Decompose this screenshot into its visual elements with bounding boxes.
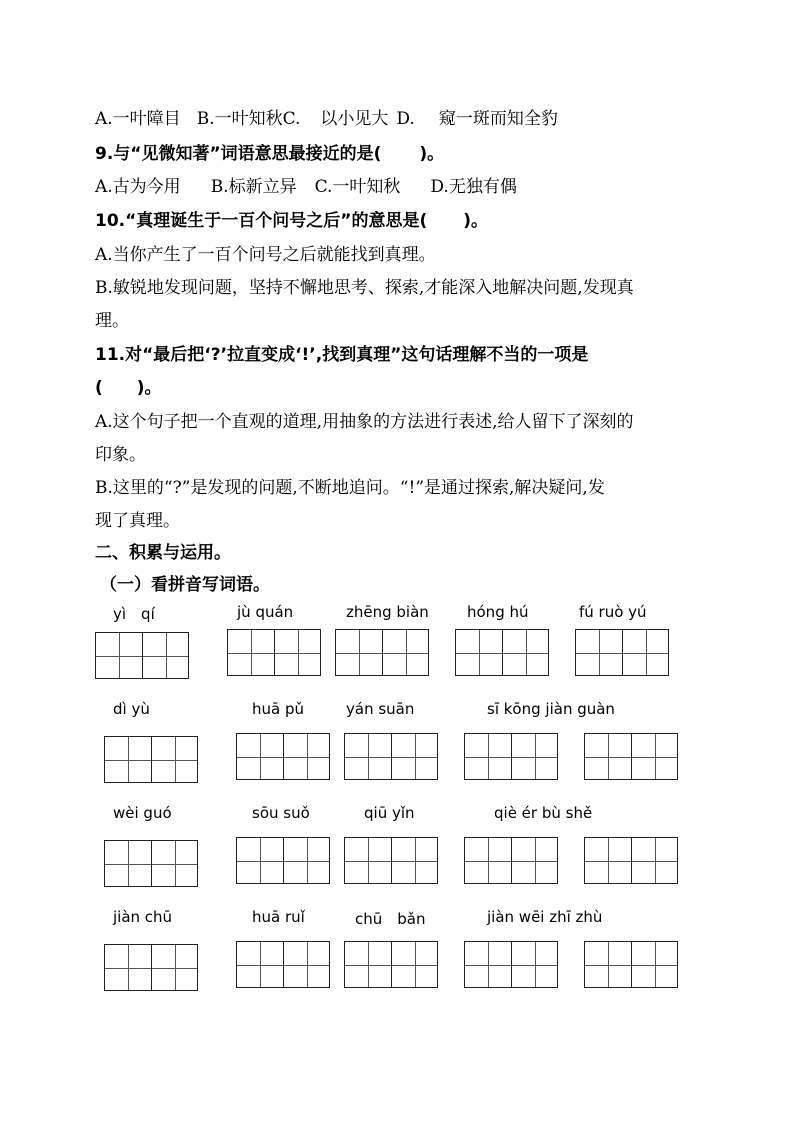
pinyin-label: chū bǎn [355,910,426,928]
writing-grid[interactable] [344,941,438,988]
pinyin-label: yán suān [346,700,415,718]
pinyin-label: jù quán [237,603,294,621]
pinyin-label: fú ruò yú [579,603,647,621]
pinyin-label: huā pǔ [252,700,305,718]
pinyin-label: wèi guó [113,804,172,822]
q10-option-a: A.当你产生了一百个问号之后就能找到真理。 [95,245,436,265]
writing-grid[interactable] [104,944,198,991]
q10-option-b-line1: B.敏锐地发现问题，坚持不懈地思考、探索,才能深入地解决问题,发现真 [95,278,634,298]
writing-grid[interactable] [455,629,549,676]
writing-grid[interactable] [104,840,198,887]
pinyin-label: qiū yǐn [364,804,415,822]
q10-stem: 10.“真理诞生于一百个问号之后”的意思是( )。 [95,211,489,231]
writing-grid[interactable] [344,837,438,884]
writing-grid[interactable] [227,629,321,676]
writing-grid[interactable] [584,837,678,884]
writing-grid[interactable] [104,736,198,783]
q9-option-d: D.无独有偶 [430,177,517,197]
q8-options [95,104,558,129]
pinyin-label: hóng hú [467,603,529,621]
pinyin-label: qiè ér bù shě [494,804,593,822]
writing-grid[interactable] [575,629,669,676]
q10-option-b-line2: 理。 [95,311,129,331]
q9-option-c: C.一叶知秋 [314,177,401,197]
q11-option-a-line1: A.这个句子把一个直观的道理,用抽象的方法进行表述,给人留下了深刻的 [95,412,634,432]
q11-option-a-line2: 印象。 [95,445,146,465]
q11-option-b-line1: B.这里的“?”是发现的问题,不断地追问。“!”是通过探索,解决疑问,发 [95,478,605,498]
q11-stem: 11.对“最后把‘?’拉直变成‘!’,找到真理”这句话理解不当的一项是 [95,345,589,365]
pinyin-label: huā ruǐ [252,908,305,926]
pinyin-label: sī kōng jiàn guàn [487,700,615,718]
q8-option-c: C. [282,109,301,129]
writing-grid[interactable] [236,733,330,780]
pinyin-label: dì yù [113,700,150,718]
q11-stem-line2: ( )。 [95,378,162,398]
q8-option-d-text: 窥一斑而知全豹 [438,109,558,129]
subsection-title: （一）看拼音写词语。 [100,575,270,595]
q9-option-b: B.标新立异 [210,177,297,197]
q9-options [95,172,517,197]
writing-grid[interactable] [344,733,438,780]
pinyin-label: zhēng biàn [346,603,429,621]
q9-stem: 9.与“见微知著”词语意思最接近的是( )。 [95,144,445,164]
q8-option-b: B.一叶知秋 [196,109,283,129]
q9-option-a: A.古为今用 [95,177,181,197]
pinyin-label: yì qí [113,605,155,623]
writing-grid[interactable] [464,733,558,780]
writing-grid[interactable] [464,941,558,988]
q11-option-b-line2: 现了真理。 [95,511,180,531]
pinyin-label: jiàn wēi zhī zhù [487,908,603,926]
writing-grid[interactable] [95,632,189,679]
writing-grid[interactable] [236,837,330,884]
writing-grid[interactable] [584,941,678,988]
q8-option-d: D. [396,109,415,129]
writing-grid[interactable] [335,629,429,676]
pinyin-label: jiàn chū [113,908,173,926]
writing-grid[interactable] [584,733,678,780]
pinyin-label: sōu suǒ [252,804,310,822]
q8-option-c-text: 以小见大 [320,109,389,129]
writing-grid[interactable] [236,941,330,988]
writing-grid[interactable] [464,837,558,884]
q8-option-a: A.一叶障目 [95,109,181,129]
section-title: 二、积累与运用。 [95,543,231,563]
